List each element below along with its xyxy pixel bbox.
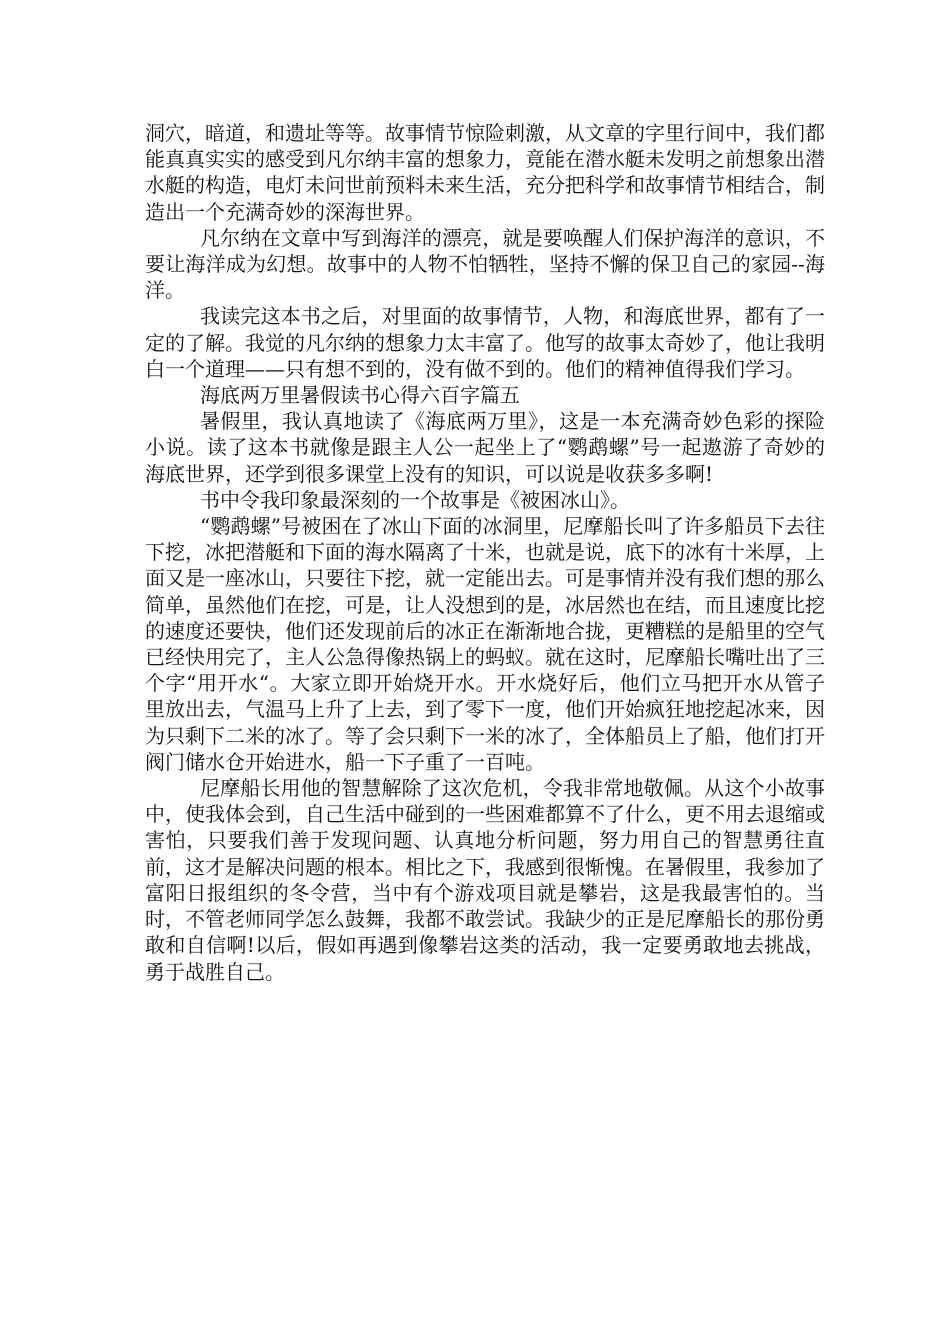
section-heading-part-five: 海底两万里暑假读书心得六百字篇五	[200, 383, 520, 408]
paragraph-favorite-story: 书中令我印象最深刻的一个故事是《被困冰山》。	[200, 487, 630, 512]
paragraph-trapped-in-ice: “鹦鹉螺”号被困在了冰山下面的冰洞里，尼摩船长叫了许多船员下去往下挖，冰把潜艇和下面的海水隔离了十米，也就是说，底下的冰有十米厚，上面又是一座冰山，只要往下挖，就一定能出去。可是事情并没有我们想的那么简单，虽然他们在挖，可是，让人没想到的是，冰居然也在结，而且速度比挖的速度还要快，他们还发现前后的冰正在渐渐地合拢，更糟糕的是船里的空气已经快用完了，主人公急得像热锅上的蚂蚁。就在这时，尼摩船长嘴吐出了三个字“用开水“。大家立即开始烧开水。开水烧好后，他们立马把开水从管子里放出去，气温马上升了上去，到了零下一度，他们开始疯狂地挖起冰来，因为只剩下二米的冰了。等了会只剩下一米的冰了，全体船员上了船，他们打开阀门储水仓开始进水，船一下子重了一百吨。	[145, 514, 825, 774]
paragraph-ocean-beauty: 凡尔纳在文章中写到海洋的漂亮，就是要唤醒人们保护海洋的意识，不要让海洋成为幻想。故事中的人物不怕牺牲，坚持不懈的保卫自己的家园--海洋。	[145, 225, 825, 303]
paragraph-after-reading: 我读完这本书之后，对里面的故事情节，人物，和海底世界，都有了一定的了解。我觉的凡尔纳的想象力太丰富了。他写的故事太奇妙了，他让我明白一个道理——只有想不到的，没有做不到的。他们的精神值得我们学习。	[145, 304, 825, 381]
paragraph-reflection: 尼摩船长用他的智慧解除了这次危机，令我非常地敬佩。从这个小故事中，使我体会到，自己生活中碰到的一些困难都算不了什么，更不用去退缩或害怕，只要我们善于发现问题、认真地分析问题，努力用自己的智慧勇往直前，这才是解决问题的根本。相比之下，我感到很惭愧。在暑假里，我参加了富阳日报组织的冬令营，当中有个游戏项目就是攀岩，这是我最害怕的。当时，不管老师同学怎么鼓舞，我都不敢尝试。我缺少的正是尼摩船长的那份勇敢和自信啊!以后，假如再遇到像攀岩这类的活动，我一定要勇敢地去挑战，勇于战胜自己。	[145, 776, 825, 984]
paragraph-cave-passages: 洞穴，暗道，和遗址等等。故事情节惊险刺激，从文章的字里行间中，我们都能真真实实的感受到凡尔纳丰富的想象力，竟能在潜水艇未发明之前想象出潜水艇的构造，电灯未问世前预料未来生活，充分把科学和故事情节相结合，制造出一个充满奇妙的深海世界。	[145, 121, 825, 224]
document-page	[145, 120, 825, 985]
paragraph-summer-reading: 暑假里，我认真地读了《海底两万里》，这是一本充满奇妙色彩的探险小说。读了这本书就像是跟主人公一起坐上了“鹦鹉螺”号一起遨游了奇妙的海底世界，还学到很多课堂上没有的知识，可以说是收获多多啊!	[145, 409, 825, 486]
